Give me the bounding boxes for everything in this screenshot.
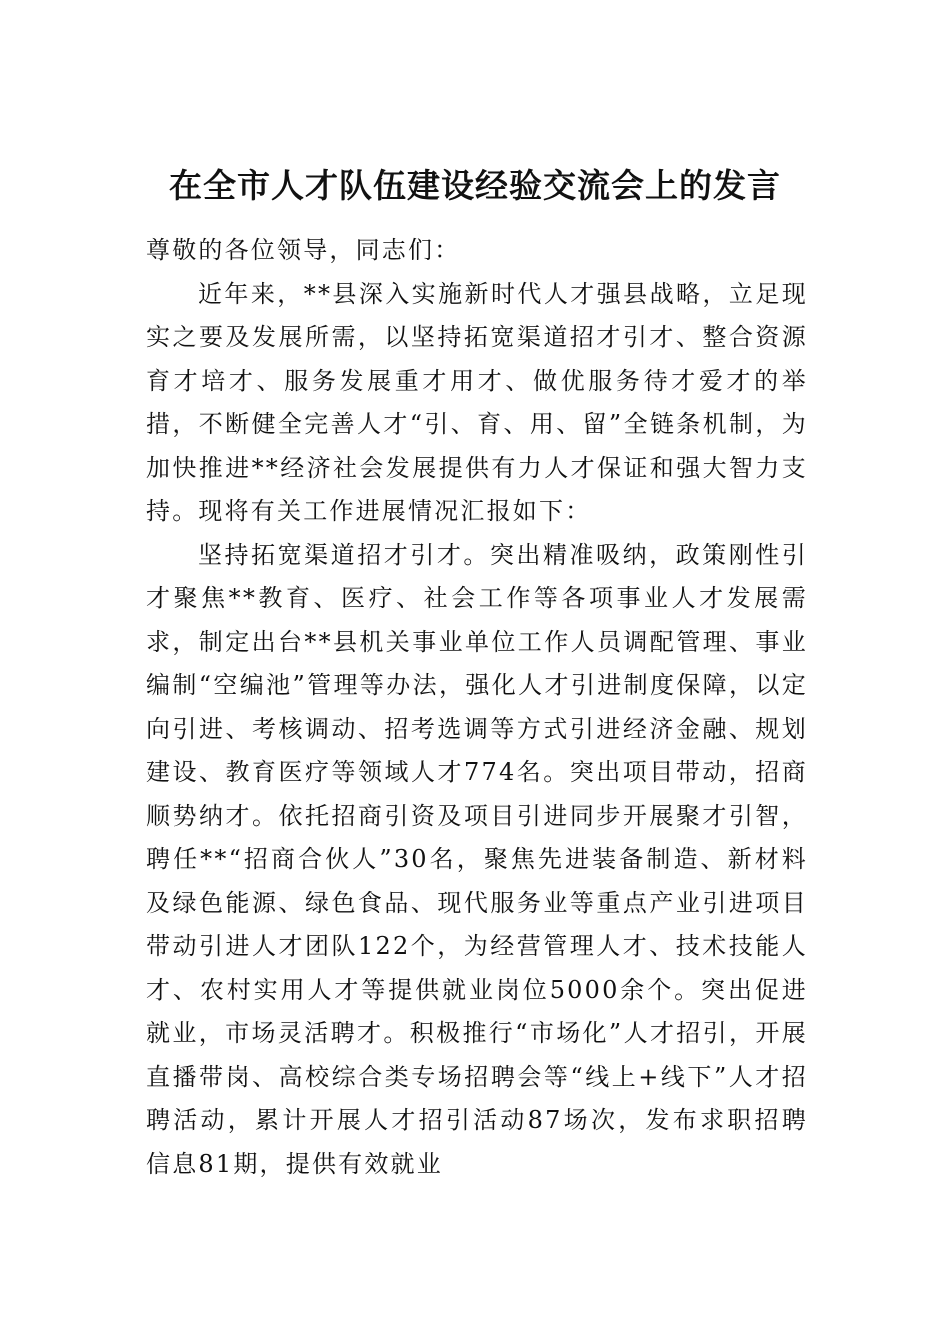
paragraph-recruitment: 坚持拓宽渠道招才引才。突出精准吸纳，政策刚性引才聚焦**教育、医疗、社会工作等各项事业人才发展需求，制定出台**县机关事业单位工作人员调配管理、事业编制“空编池”管理等办法，强化人才引进制度保障，以定向引进、考核调动、招考选调等方式引进经济金融、规划建设、教育医疗等领域人才774名。突出项目带动，招商顺势纳才。依托招商引资及项目引进同步开展聚才引智，聘任**“招商合伙人”30名，聚焦先进装备制造、新材料及绿色能源、绿色食品、现代服务业等重点产业引进项目带动引进人才团队122个，为经营管理人才、技术技能人才、农村实用人才等提供就业岗位5000余个。突出促进就业，市场灵活聘才。积极推行“市场化”人才招引，开展直播带岗、高校综合类专场招聘会等“线上+线下”人才招聘活动，累计开展人才招引活动87场次，发布求职招聘信息81期，提供有效就业 bbox=[146, 540, 808, 1178]
salutation: 尊敬的各位领导，同志们： bbox=[146, 236, 461, 264]
document-body bbox=[146, 229, 808, 1186]
paragraph-intro: 近年来，**县深入实施新时代人才强县战略，立足现实之要及发展所需，以坚持拓宽渠道招才引才、整合资源育才培才、服务发展重才用才、做优服务待才爱才的举措，不断健全完善人才“引、育、用、留”全链条机制，为加快推进**经济社会发展提供有力人才保证和强大智力支持。现将有关工作进展情况汇报如下： bbox=[146, 279, 808, 525]
document-title: 在全市人才队伍建设经验交流会上的发言 bbox=[169, 166, 781, 205]
